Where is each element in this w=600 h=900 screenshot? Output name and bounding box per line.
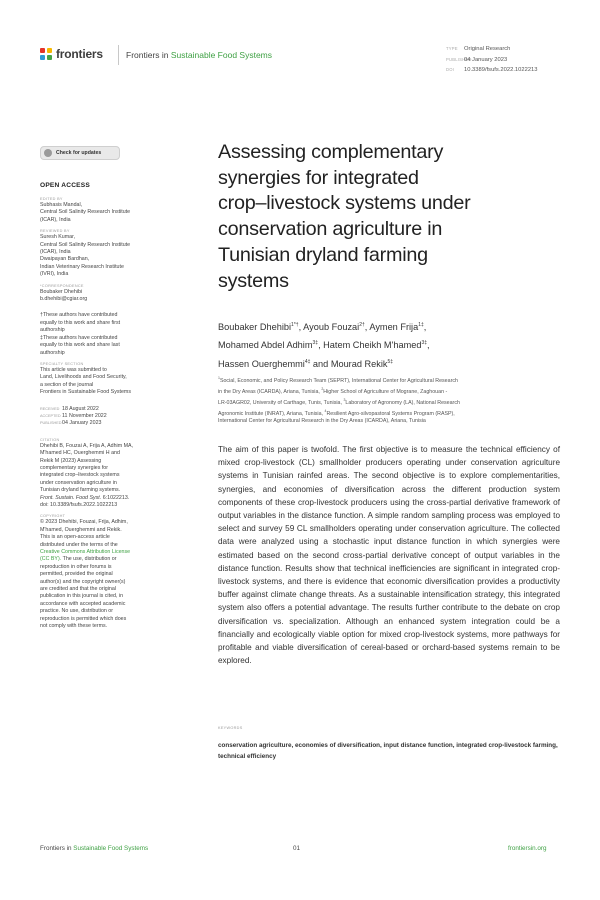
header-divider bbox=[118, 45, 119, 65]
open-access-label: OPEN ACCESS bbox=[40, 182, 90, 189]
correspondence: *CORRESPONDENCE Boubaker Dhehibi b.dhehibi@cgiar.org bbox=[40, 283, 178, 304]
journal-name[interactable]: Frontiers in Sustainable Food Systems bbox=[126, 50, 272, 60]
license-link[interactable]: Creative Commons Attribution License bbox=[40, 549, 131, 556]
author-list: Boubaker Dhehibi$^{1*\dagger}$, Ayoub Fouzai$^{2\dagger}$, Aymen Frija$^{1\ddagger}$, Mohamed Abdel Adhim$^{3\ddagger}$, Hatem Cheikh M'hamed$^{3\ddagger}$, Hassen Ouerghemmi$^{4\ddagger}$ and Mourad Rekik$^{5\ddagger}$ bbox=[218, 322, 430, 369]
article-title: Assessing complementary synergies for integrated crop–livestock systems under conservation agriculture in Tunisian dryland farming systems bbox=[218, 141, 471, 292]
article-meta: TYPE Original Research PUBLISHED04 January 2023 DOI 10.3389/fsufs.2022.1022213 bbox=[446, 46, 538, 74]
author[interactable]: Aymen Frija bbox=[369, 322, 419, 333]
page-header bbox=[40, 44, 560, 74]
author[interactable]: Mohamed Abdel Adhim bbox=[218, 340, 313, 351]
edited-by: EDITED BY Subhasis Mandal, Central Soil Salinity Research Institute (ICAR), India bbox=[40, 197, 131, 223]
dates: RECEIVED 18 August 2022 ACCEPTED11 November 2022 PUBLISHED04 January 2023 bbox=[40, 405, 107, 427]
license-link-short[interactable]: (CC BY). bbox=[40, 556, 62, 563]
received-date: 18 August 2022 bbox=[62, 405, 99, 412]
update-icon bbox=[44, 149, 52, 157]
citation: CITATION Dhehibi B, Fouzai A, Frija A, Adhim MA, M'hamed HC, Ouerghemmi H and Rekik M (2023) Assessing complementary synergies for integrated crop–livestock systems under conservation agriculture in Tunisian dryland farming systems. Front. Sustain. Food Syst. 6:1022213. doi: 10.3389/fsufs.2022.1022213 bbox=[40, 437, 178, 510]
doi[interactable]: 10.3389/fsufs.2022.1022213 bbox=[464, 67, 538, 74]
article-type: Original Research bbox=[464, 46, 511, 52]
abstract: The aim of this paper is twofold. The first objective is to measure the technical efficiency of mixed crop-livestock (CL) smallholder producers operating under conservation agriculture systems in Tunisian rainfed areas. The second objective is to explore complementarities, synergies, and economies of diversification across the different production system components of these crop-livestock producers using the cross-partial derivative framework of output variables in the distance function. A simple random sampling process was employed to select and survey 59 CL smallholders operating under conservation agriculture. The collected data were analyzed using a stochastic input distance function in which synergies were estimated based on the second cross-partial derivative concept of output variables in the distance function. Results show that technical inefficiencies are significant in integrated crop-livestock systems, and there is evidence that economic diversification provides a productivity buffer against climate change threats. As a sustainable intensification strategy, this integrated system also offers a potential advantage. The results further contribute to the debate on crop diversification vs. specialization. Although an enhanced system integration could be a financially and ecologically viable option for mixed crop-livestock systems, more pathways for profitable and viable diversification of cereal-based or orchard-based systems remain to be explored. bbox=[218, 445, 560, 666]
keywords: conservation agriculture, economies of diversification, input distance function, integrated crop-livestock farming, technical efficiency bbox=[218, 742, 558, 760]
author[interactable]: Boubaker Dhehibi bbox=[218, 322, 292, 333]
footer-site-link[interactable]: frontiersin.org bbox=[508, 845, 547, 852]
logo-wordmark: frontiers bbox=[56, 47, 103, 61]
author[interactable]: Ayoub Fouzai bbox=[303, 322, 360, 333]
citation-doi[interactable]: doi: 10.3389/fsufs.2022.1022213 bbox=[40, 502, 118, 508]
page-number: 01 bbox=[293, 845, 301, 852]
specialty-section: SPECIALTY SECTION This article was submitted to Land, Livelihoods and Food Security, a section of the journal Frontiers in Sustainable Food Systems bbox=[40, 361, 131, 396]
author-notes: †These authors have contributed equally to this work and share first authorship ‡These authors have contributed equally to this work and share last authorship bbox=[40, 312, 121, 356]
frontiers-logo[interactable] bbox=[40, 47, 103, 61]
correspondence-email[interactable]: b.dhehibi@cgiar.org bbox=[40, 296, 88, 303]
published-date: 04 January 2023 bbox=[464, 56, 508, 63]
author[interactable]: Hatem Cheikh M'hamed bbox=[323, 340, 422, 351]
frontiers-logo-icon bbox=[40, 48, 53, 61]
article-sidebar bbox=[40, 182, 178, 635]
copyright: COPYRIGHT © 2023 Dhehibi, Fouzai, Frija, Adhim, M'hamed, Ouerghemmi and Rekik. This is an open-access article distributed under the terms of the Creative Commons Attribution License (CC BY). The use, distribution or reproduction in other forums is permitted, provided the original author(s) and the copyright owner(s) are credited and that the original publication in this journal is cited, in accordance with accepted academic practice. No use, distribution or reproduction is permitted which does not comply with these terms. bbox=[40, 513, 178, 630]
author[interactable]: Hassen Ouerghemmi bbox=[218, 359, 305, 369]
keywords-label: KEYWORDS bbox=[218, 726, 243, 730]
accepted-date: 11 November 2022 bbox=[62, 412, 107, 419]
sidebar-published-date: 04 January 2023 bbox=[62, 420, 102, 427]
footer-journal[interactable]: Frontiers in Sustainable Food Systems bbox=[40, 845, 149, 852]
affiliations: $^1$Social, Economic, and Policy Research Team (SEPRT), International Center for Agricultural Research in the Dry Areas (ICARDA), Ariana, Tunisia, $^2$Higher School of Agriculture of Mograne, Zaghouan - LR-03AGR02, University of Carthage, Tunis, Tunisia, $^3$Laboratory of Agronomy (LA), National Research Agronomic Institute (INRAT), Ariana, Tunisia, $^4$Resilient Agro-silvopastoral Systems Program (RASP), International Center for Agricultural Research in the Dry Areas (ICARDA), Ariana, Tunisia bbox=[218, 376, 460, 425]
reviewed-by: REVIEWED BY Suresh Kumar, Central Soil Salinity Research Institute (ICAR), India Dwaipayan Bardhan, Indian Veterinary Research Institute (IVRI), India bbox=[40, 229, 131, 278]
author[interactable]: Mourad Rekik bbox=[330, 359, 388, 369]
check-for-updates-button[interactable]: Check for updates bbox=[40, 146, 120, 160]
